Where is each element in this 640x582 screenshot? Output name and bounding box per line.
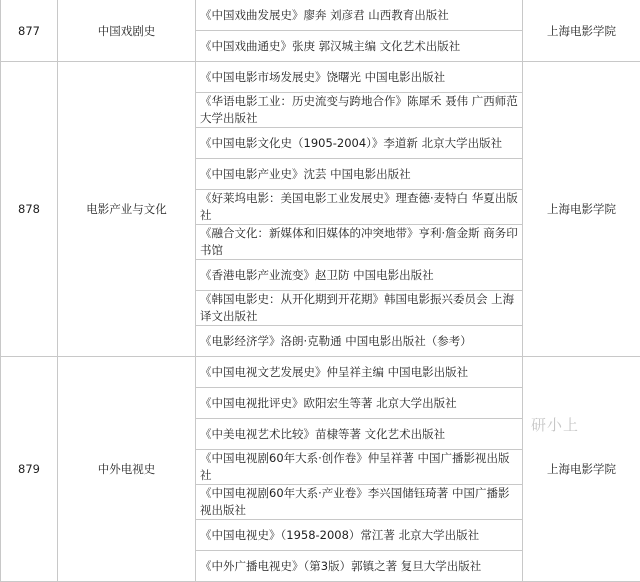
course-code: 878 <box>1 62 58 357</box>
reference-book: 《中美电视艺术比较》苗棣等著 文化艺术出版社 <box>196 419 523 450</box>
course-name: 中国戏剧史 <box>58 0 196 62</box>
reference-book: 《融合文化：新媒体和旧媒体的冲突地带》亨利·詹金斯 商务印书馆 <box>196 225 523 260</box>
course-name: 中外电视史 <box>58 357 196 582</box>
school-name: 上海电影学院 <box>523 0 640 62</box>
table-row <box>1 357 640 388</box>
course-code: 877 <box>1 0 58 62</box>
reference-book: 《华语电影工业：历史流变与跨地合作》陈犀禾 聂伟 广西师范大学出版社 <box>196 93 523 128</box>
reference-book: 《中国电视文艺发展史》仲呈祥主编 中国电影出版社 <box>196 357 523 388</box>
table-row <box>1 0 640 31</box>
reference-book: 《中国电视剧60年大系·产业卷》李兴国储钰琦著 中国广播影视出版社 <box>196 485 523 520</box>
watermark: 研小上 <box>531 414 579 435</box>
reference-book: 《电影经济学》洛朗·克勒通 中国电影出版社（参考） <box>196 326 523 357</box>
reference-book: 《中国电影市场发展史》饶曙光 中国电影出版社 <box>196 62 523 93</box>
reference-book: 《香港电影产业流变》赵卫防 中国电影出版社 <box>196 260 523 291</box>
reference-book: 《中国电影文化史（1905-2004）》李道新 北京大学出版社 <box>196 128 523 159</box>
course-code: 879 <box>1 357 58 582</box>
reference-book: 《中国戏曲发展史》廖奔 刘彦君 山西教育出版社 <box>196 0 523 31</box>
reference-book: 《中国戏曲通史》张庚 郭汉城主编 文化艺术出版社 <box>196 31 523 62</box>
course-name: 电影产业与文化 <box>58 62 196 357</box>
reference-book: 《好莱坞电影：美国电影工业发展史》理查德·麦特白 华夏出版社 <box>196 190 523 225</box>
school-name: 上海电影学院 <box>523 62 640 357</box>
reference-book: 《中国电视批评史》欧阳宏生等著 北京大学出版社 <box>196 388 523 419</box>
school-name: 上海电影学院 <box>523 357 640 582</box>
reference-book: 《中国电视史》（1958-2008）常江著 北京大学出版社 <box>196 520 523 551</box>
reference-book: 《中国电视剧60年大系·创作卷》仲呈祥著 中国广播影视出版社 <box>196 450 523 485</box>
reference-book: 《中外广播电视史》（第3版）郭镇之著 复旦大学出版社 <box>196 551 523 582</box>
reference-book: 《韩国电影史：从开化期到开花期》韩国电影振兴委员会 上海译文出版社 <box>196 291 523 326</box>
table-row <box>1 62 640 93</box>
reference-book: 《中国电影产业史》沈芸 中国电影出版社 <box>196 159 523 190</box>
